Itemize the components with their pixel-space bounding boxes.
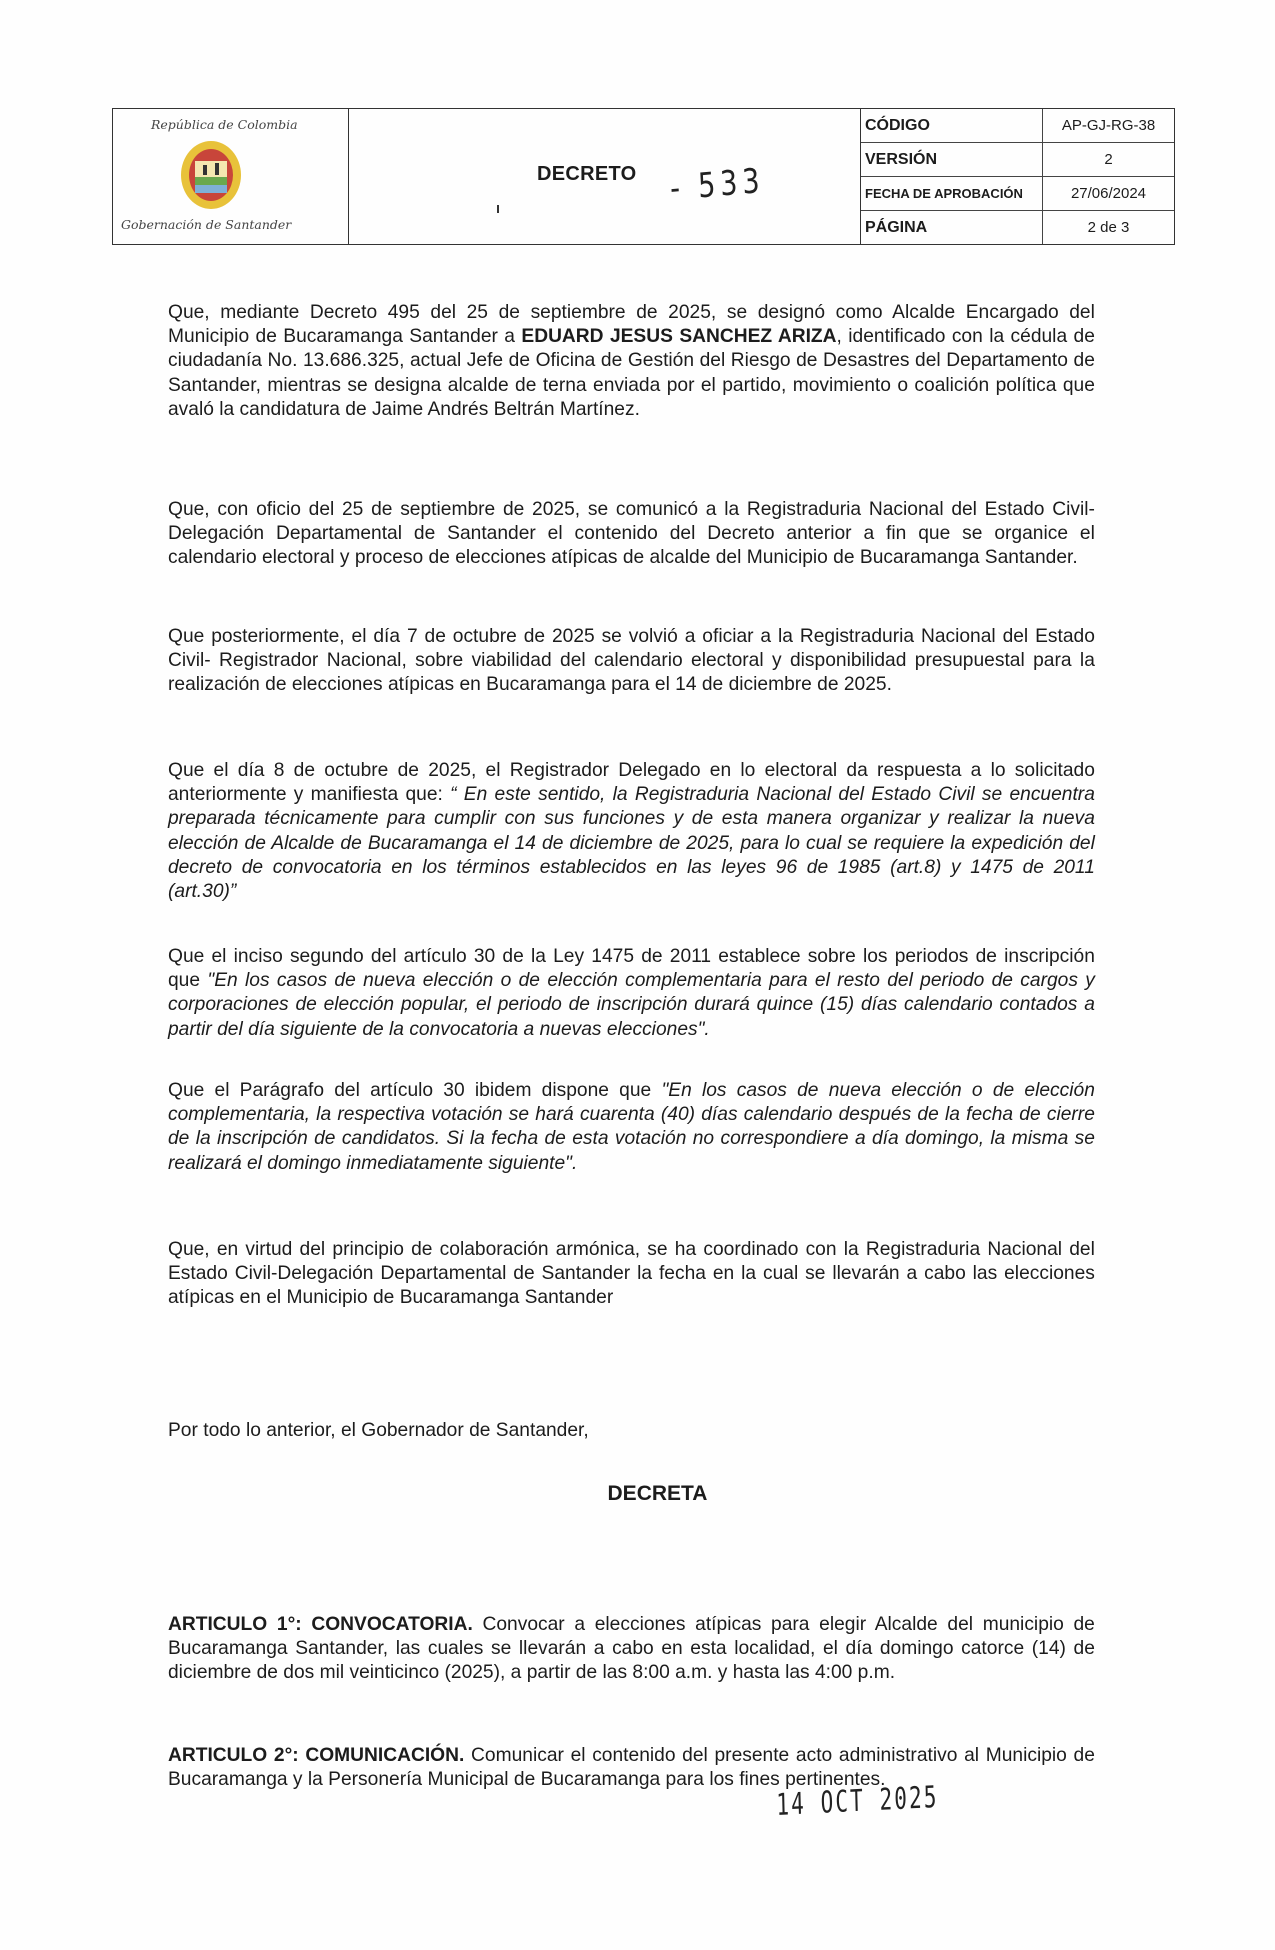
paragraph-text: , identificado con la cédula de ciudadanía No. 13.686.325, actual Jefe de Oficina de Gestión del Riesgo de Desastres del Departamento de Santander, mientras se designa alcalde de terna enviada por el partido, movimiento o coalición política que avaló la candidatura de Jaime Andrés Beltrán Martínez.: [168, 325, 1095, 420]
ink-mark: [497, 205, 499, 213]
paragraph-text: Que, mediante Decreto 495 del 25 de septiembre de 2025, se designó como Alcalde Encargado del Municipio de Bucaramanga Santander a: [168, 301, 1095, 348]
meta-label: PÁGINA: [861, 211, 1043, 244]
meta-value: 2 de 3: [1087, 219, 1130, 236]
meta-value: 27/06/2024: [1070, 185, 1147, 202]
meta-value: 2: [1104, 151, 1113, 168]
decree-number: - 533: [669, 160, 766, 209]
quoted-text: “ En este sentido, la Registraduria Nacional del Estado Civil se encuentra preparada técnicamente para cumplir con sus funciones y de esta manera organizar y realizar la nueva elección de Alcalde de Bucaramanga el 14 de diciembre de 2025, para lo cual se requiere la expedición del decreto de convocatoria en los términos establecidos en las leyes 96 de 1985 (art.8) y 1475 de 2011 (art.30)”: [168, 783, 1095, 903]
article-text: Convocar a elecciones atípicas para elegir Alcalde del municipio de Bucaramanga Santander, las cuales se llevarán a cabo en esta localidad, el día domingo catorce (14) de diciembre de dos mil veinticinco (2025), a partir de las 8:00 a.m. y hasta las 4:00 p.m.: [168, 1613, 1095, 1684]
article-title: ARTICULO 2°: COMUNICACIÓN.: [168, 1744, 465, 1766]
meta-row-version: [861, 143, 1174, 177]
meta-table: [861, 109, 1174, 244]
paragraph-4: [168, 758, 1095, 903]
paragraph-text: Que el día 8 de octubre de 2025, el Registrador Delegado en lo electoral da respuesta a lo solicitado anteriormente y manifiesta que:: [168, 759, 1095, 806]
paragraph-text: Que el inciso segundo del artículo 30 de la Ley 1475 de 2011 establece sobre los periodos de inscripción que: [168, 945, 1095, 992]
paragraph-6: [168, 1078, 1095, 1175]
designee-name: EDUARD JESUS SANCHEZ ARIZA: [521, 325, 837, 348]
header-table: [112, 108, 1175, 245]
title-cell: [349, 109, 861, 244]
date-stamp: 14 OCT 2025: [776, 1779, 939, 1823]
meta-row-pagina: [861, 211, 1174, 244]
logo-cell: [113, 109, 349, 244]
quoted-text: "En los casos de nueva elección o de elección complementaria para el resto del periodo de cargos y corporaciones de elección popular, el periodo de inscripción durará quince (15) días calendario contados a partir del día siguiente de la convocatoria a nuevas elecciones".: [168, 969, 1095, 1040]
article-text: Comunicar el contenido del presente acto administrativo al Municipio de Bucaramanga y la Personería Municipal de Bucaramanga para los fines pertinentes.: [168, 1744, 1095, 1791]
paragraph-text: Que, con oficio del 25 de septiembre de 2025, se comunicó a la Registraduria Nacional del Estado Civil-Delegación Departamental de Santander el contenido del Decreto anterior a fin que se organice el calendario electoral y proceso de elecciones atípicas de alcalde del Municipio de Bucaramanga Santander.: [168, 498, 1095, 569]
meta-row-codigo: [861, 109, 1174, 143]
meta-label: CÓDIGO: [861, 109, 1043, 142]
paragraph-text: Que el Parágrafo del artículo 30 ibidem dispone que: [168, 1079, 662, 1101]
quoted-text: "En los casos de nueva elección o de elección complementaria, la respectiva votación se hará cuarenta (40) días calendario después de la fecha de cierre de la inscripción de candidatos. Si la fecha de esta votación no correspondiere a día domingo, la misma se realizará el domingo inmediatamente siguiente".: [168, 1079, 1095, 1174]
meta-value: AP-GJ-RG-38: [1061, 117, 1156, 134]
paragraph-2: [168, 497, 1095, 570]
decreta-heading: DECRETA: [607, 1482, 708, 1505]
gobernacion-label: Gobernación de Santander: [121, 217, 292, 232]
seal-sky: [195, 161, 227, 177]
paragraph-text: Que, en virtud del principio de colaboración armónica, se ha coordinado con la Registraduria Nacional del Estado Civil-Delegación Departamental de Santander la fecha en la cual se llevarán a cabo las elecciones atípicas en el Municipio de Bucaramanga Santander: [168, 1238, 1095, 1309]
seal-figure: [203, 165, 207, 175]
article-title: ARTICULO 1°: CONVOCATORIA.: [168, 1613, 473, 1635]
article-1: [168, 1612, 1095, 1685]
seal-figure-2: [215, 163, 219, 175]
paragraph-1: [168, 300, 1095, 421]
paragraph-7: [168, 1237, 1095, 1310]
paragraph-8: [168, 1418, 1095, 1442]
article-2: [168, 1743, 1095, 1791]
paragraph-text: Que posteriormente, el día 7 de octubre de 2025 se volvió a oficiar a la Registraduria Nacional del Estado Civil- Registrador Nacional, sobre viabilidad del calendario electoral y disponibilidad presupuestal para la realización de elecciones atípicas en Bucaramanga para el 14 de diciembre de 2025.: [168, 625, 1095, 696]
seal-land: [195, 177, 227, 185]
paragraph-3: [168, 624, 1095, 697]
republic-label: República de Colombia: [151, 117, 298, 132]
meta-row-fecha: [861, 177, 1174, 211]
meta-label: VERSIÓN: [861, 143, 1043, 176]
paragraph-text: Por todo lo anterior, el Gobernador de Santander,: [168, 1419, 589, 1441]
department-seal-icon: [179, 139, 243, 211]
meta-label: FECHA DE APROBACIÓN: [861, 177, 1043, 210]
doc-type-title: DECRETO: [537, 163, 637, 185]
paragraph-5: [168, 944, 1095, 1041]
seal-water: [195, 185, 227, 193]
